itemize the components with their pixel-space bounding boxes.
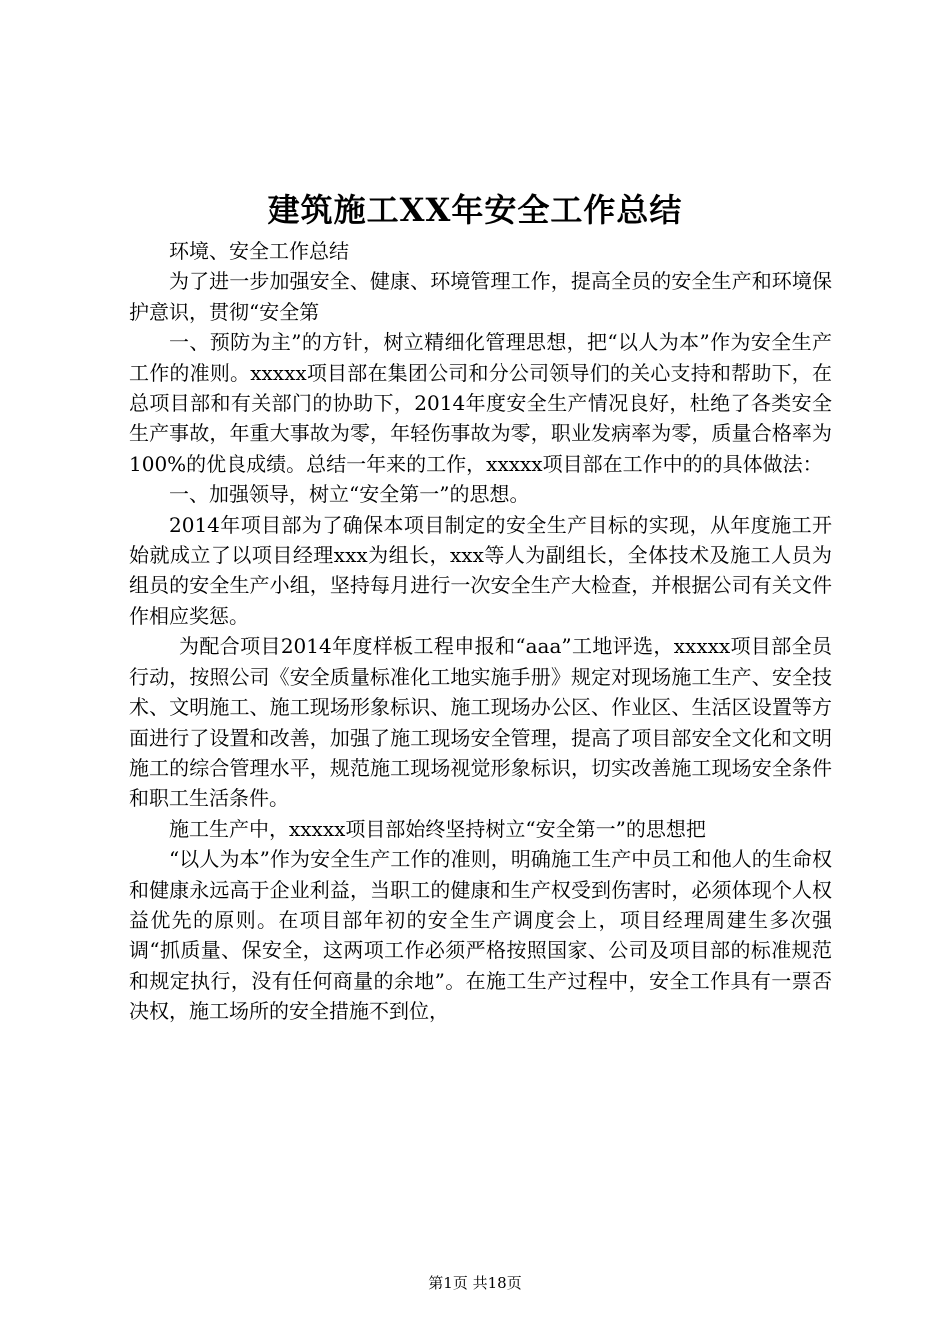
paragraph: 环境、安全工作总结 xyxy=(169,239,349,263)
paragraph: 施工生产中，xxxxx项目部始终坚持树立“安全第一”的思想把 xyxy=(169,816,706,841)
document-body xyxy=(129,236,832,1027)
page-footer: 第1页 共18页 xyxy=(428,1274,522,1292)
paragraph: 2014年项目部为了确保本项目制定的安全生产目标的实现，从年度施工开始就成立了以项目经理xxx为组长，xxx等人为副组长，全体技术及施工人员为组员的安全生产小组，坚持每月进行一次安全生产大检查，并根据公司有关文件作相应奖惩。 xyxy=(129,512,832,628)
paragraph: 为配合项目2014年度样板工程申报和“aaa”工地评选，xxxxx项目部全员行动，按照公司《安全质量标准化工地实施手册》规定对现场施工生产、安全技术、文明施工、施工现场形象标识、施工现场办公区、作业区、生活区设置等方面进行了设置和改善，加强了施工现场安全管理，提高了项目部安全文化和文明施工的综合管理水平，规范施工现场视觉形象标识，切实改善施工现场安全条件和职工生活条件。 xyxy=(129,634,832,811)
paragraph: 为了进一步加强安全、健康、环境管理工作，提高全员的安全生产和环境保护意识，贯彻“安全第 xyxy=(129,269,832,324)
paragraph: 一、加强领导，树立“安全第一”的思想。 xyxy=(169,482,530,507)
document-title: 建筑施工XX年安全工作总结 xyxy=(267,191,683,229)
paragraph: “以人为本”作为安全生产工作的准则，明确施工生产中员工和他人的生命权和健康永远高于企业利益，当职工的健康和生产权受到伤害时，必须体现个人权益优先的原则。在项目部年初的安全生产调度会上，项目经理周建生多次强调“抓质量、保安全，这两项工作必须严格按照国家、公司及项目部的标准规范和规定执行，没有任何商量的余地”。在施工生产过程中，安全工作具有一票否决权，施工场所的安全措施不到位， xyxy=(129,847,832,1024)
paragraph: 一、预防为主”的方针，树立精细化管理思想，把“以人为本”作为安全生产工作的准则。xxxxx项目部在集团公司和分公司领导们的关心支持和帮助下，在总项目部和有关部门的协助下，2014年度安全生产情况良好，杜绝了各类安全生产事故，年重大事故为零，年轻伤事故为零，职业发病率为零，质量合格率为100%的优良成绩。总结一年来的工作，xxxxx项目部在工作中的的具体做法： xyxy=(129,330,832,476)
